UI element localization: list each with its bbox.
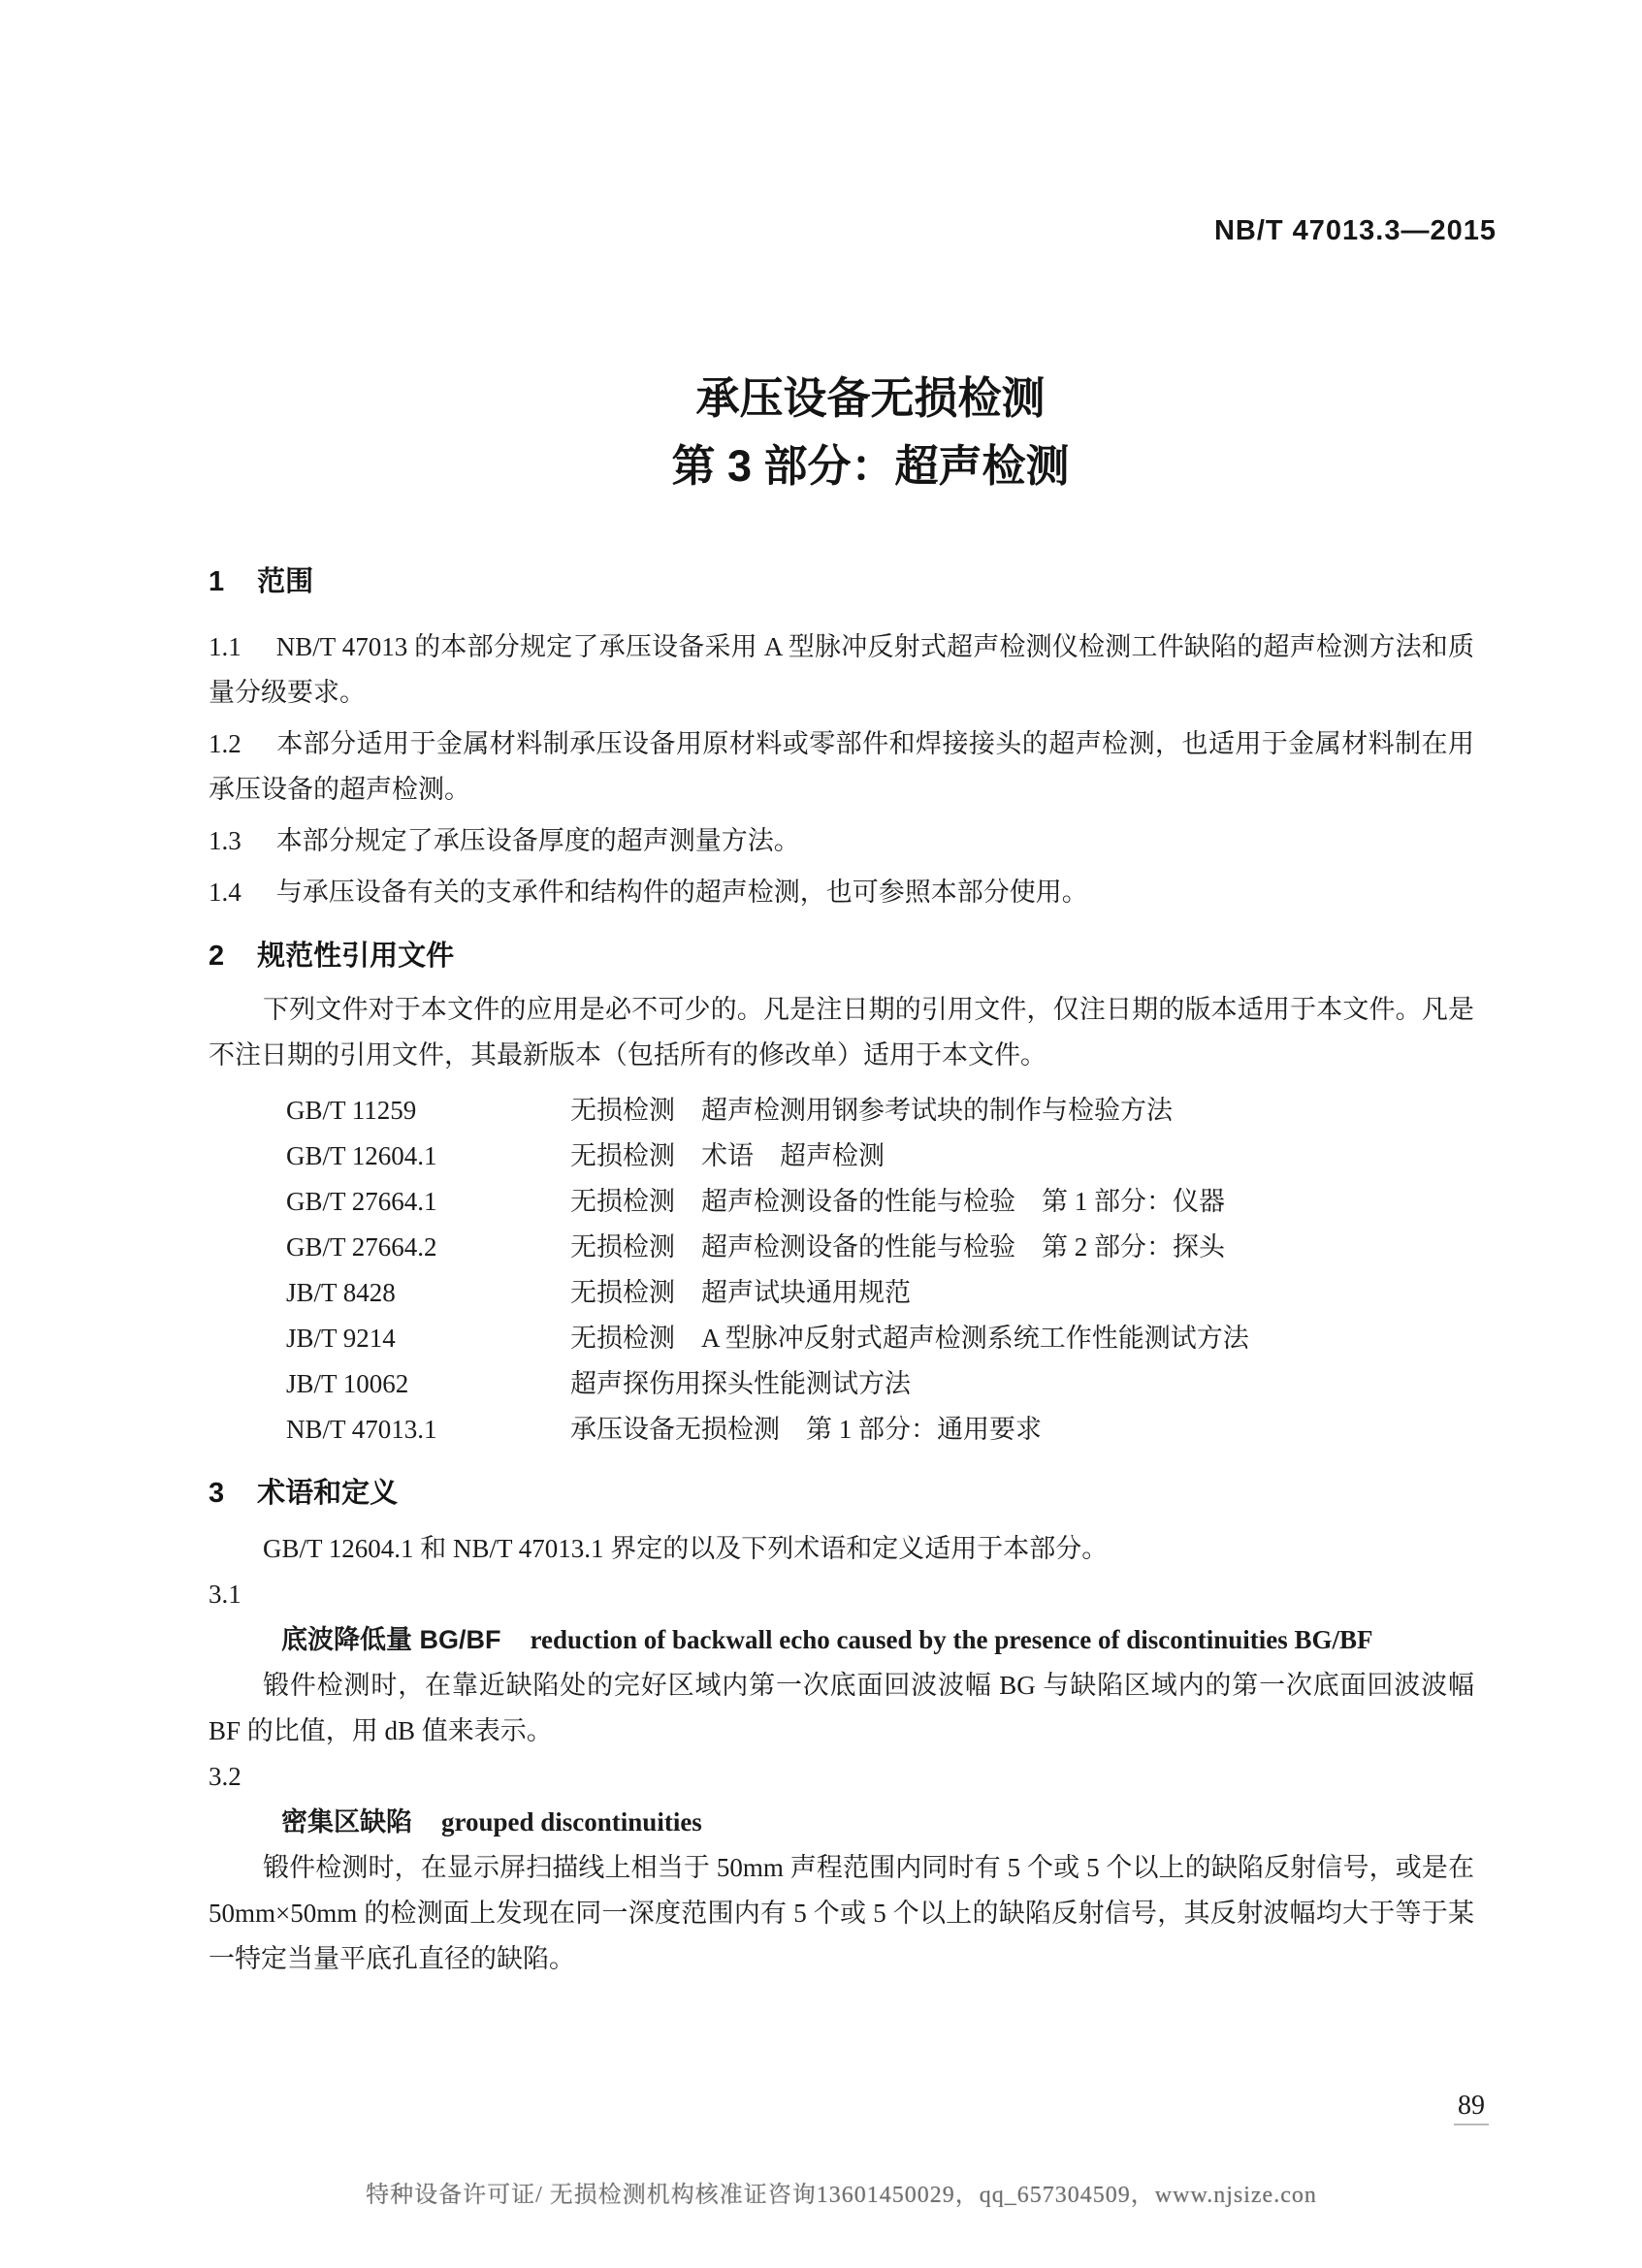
clause-1-2: [209, 721, 1474, 813]
clause-text: NB/T 47013 的本部分规定了承压设备采用 A 型脉冲反射式超声检测仪检测工件缺陷的超声检测方法和质量分级要求。: [209, 632, 1474, 707]
reference-item: [209, 1088, 1474, 1134]
reference-title: 无损检测 超声检测用钢参考试块的制作与检验方法: [570, 1096, 1173, 1125]
reference-list: [209, 1088, 1474, 1453]
reference-item: [209, 1316, 1474, 1361]
reference-title: 无损检测 超声检测设备的性能与检验 第 1 部分：仪器: [570, 1187, 1225, 1216]
reference-code: JB/T 8428: [286, 1278, 396, 1307]
document-body: [209, 562, 1474, 1982]
clause-1-3: [209, 818, 1474, 864]
section-number: 2: [209, 941, 225, 972]
reference-title: 无损检测 A 型脉冲反射式超声检测系统工作性能测试方法: [570, 1324, 1249, 1353]
reference-code: GB/T 27664.1: [286, 1187, 437, 1216]
term-number-3-2: 3.2: [209, 1762, 241, 1791]
reference-code: GB/T 11259: [286, 1096, 417, 1125]
document-title: [209, 365, 1474, 500]
section-number: 1: [209, 566, 225, 597]
term-english: reduction of backwall echo caused by the presence of discontinuities BG/BF: [530, 1625, 1373, 1654]
reference-item: [209, 1407, 1474, 1453]
section-heading-terms: [209, 1474, 1474, 1513]
term-english: grouped discontinuities: [441, 1807, 702, 1837]
section-heading-scope: [209, 562, 1474, 601]
clause-1-4: [209, 870, 1474, 915]
term-chinese: 底波降低量 BG/BF: [281, 1625, 501, 1654]
terms-intro: GB/T 12604.1 和 NB/T 47013.1 界定的以及下列术语和定义适用于本部分。: [263, 1534, 1109, 1563]
clause-number: 1.3: [209, 826, 241, 855]
reference-title: 承压设备无损检测 第 1 部分：通用要求: [570, 1415, 1042, 1444]
clause-number: 1.1: [209, 632, 241, 661]
section-title: 范围: [257, 566, 314, 597]
reference-title: 无损检测 术语 超声检测: [570, 1141, 885, 1170]
reference-title: 无损检测 超声检测设备的性能与检验 第 2 部分：探头: [570, 1232, 1225, 1262]
clause-number: 1.4: [209, 878, 241, 907]
clause-text: 本部分规定了承压设备厚度的超声测量方法。: [275, 826, 800, 855]
clause-text: 与承压设备有关的支承件和结构件的超声检测，也可参照本部分使用。: [275, 878, 1088, 907]
reference-code: GB/T 27664.2: [286, 1232, 437, 1262]
page-number: 89: [1454, 2091, 1489, 2125]
term-line-3-2: [209, 1800, 1474, 1845]
clause-number: 1.2: [209, 729, 241, 758]
term-definition-3-2: 锻件检测时，在显示屏扫描线上相当于 50mm 声程范围内同时有 5 个或 5 个以上的缺陷反射信号，或是在 50mm×50mm 的检测面上发现在同一深度范围内有 5 个或 5 个以上的缺陷反射信号，其反射波幅均大于等于某一特定当量平底孔直径的缺陷。: [209, 1853, 1474, 1973]
section-heading-references: [209, 937, 1474, 975]
reference-item: [209, 1361, 1474, 1407]
term-chinese: 密集区缺陷: [281, 1807, 412, 1837]
section-title: 规范性引用文件: [257, 941, 455, 972]
term-definition-3-1: 锻件检测时，在靠近缺陷处的完好区域内第一次底面回波波幅 BG 与缺陷区域内的第一次底面回波波幅 BF 的比值，用 dB 值来表示。: [209, 1671, 1474, 1745]
reference-item: [209, 1225, 1474, 1270]
doc-number-header: NB/T 47013.3—2015: [1213, 215, 1497, 246]
reference-item: [209, 1179, 1474, 1225]
reference-item: [209, 1134, 1474, 1179]
reference-code: JB/T 10062: [286, 1369, 409, 1398]
footer-watermark: 特种设备许可证/ 无损检测机构核准证咨询13601450029，qq_657304509，www.njsize.con: [366, 2183, 1317, 2208]
document-title-line1: 承压设备无损检测: [695, 373, 1046, 423]
reference-code: JB/T 9214: [286, 1324, 396, 1353]
section-title: 术语和定义: [257, 1478, 399, 1509]
reference-code: NB/T 47013.1: [286, 1415, 437, 1444]
clause-1-1: [209, 624, 1474, 716]
clause-text: 本部分适用于金属材料制承压设备用原材料或零部件和焊接接头的超声检测，也适用于金属材料制在用承压设备的超声检测。: [209, 729, 1474, 804]
document-title-line2: 第 3 部分：超声检测: [671, 441, 1070, 491]
term-number-3-1: 3.1: [209, 1580, 241, 1609]
term-line-3-1: [209, 1617, 1474, 1663]
references-intro: 下列文件对于本文件的应用是必不可少的。凡是注日期的引用文件，仅注日期的版本适用于本文件。凡是不注日期的引用文件，其最新版本（包括所有的修改单）适用于本文件。: [209, 995, 1474, 1070]
section-number: 3: [209, 1478, 225, 1509]
reference-title: 超声探伤用探头性能测试方法: [570, 1369, 911, 1398]
reference-title: 无损检测 超声试块通用规范: [570, 1278, 911, 1307]
reference-item: [209, 1270, 1474, 1316]
reference-code: GB/T 12604.1: [286, 1141, 437, 1170]
